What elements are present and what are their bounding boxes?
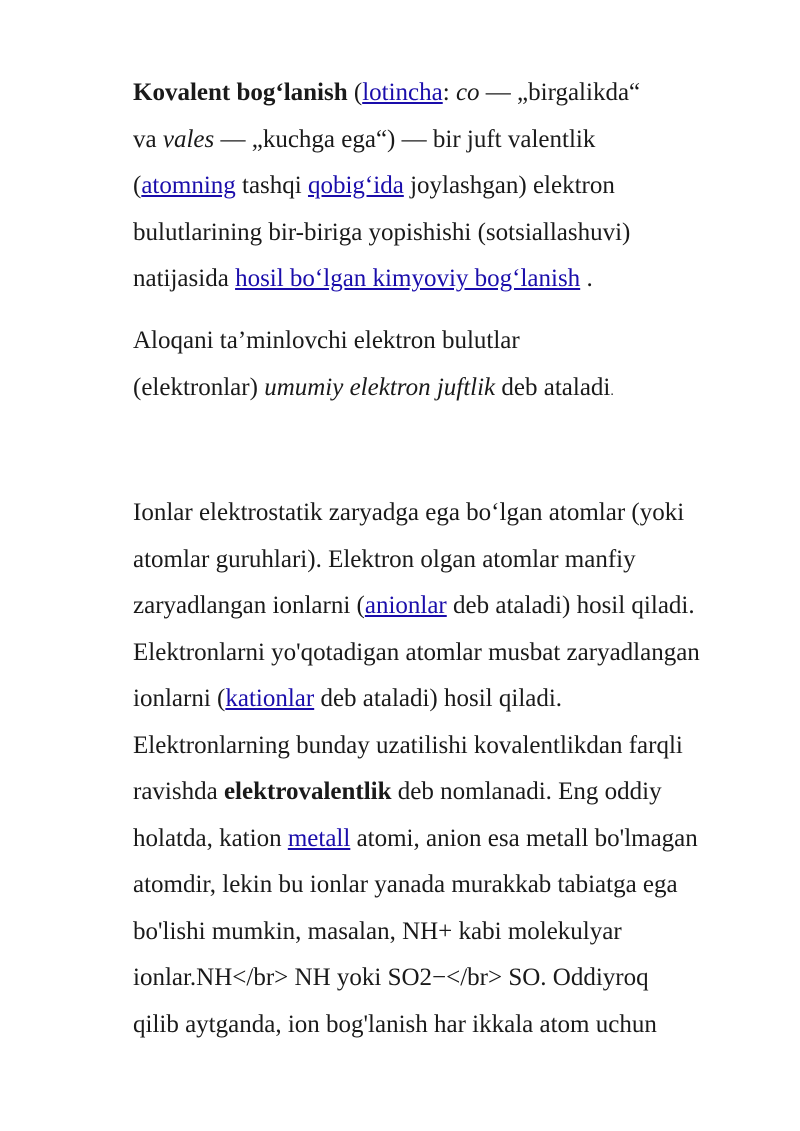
text: ravishda <box>133 778 224 805</box>
term-co: co <box>455 79 480 106</box>
text: — „birgalikda“ <box>479 79 641 106</box>
term-elektrovalentlik: elektrovalentlik <box>223 778 392 805</box>
text: bulutlarining bir-biriga yopishishi (sotsiallashuvi) <box>133 218 631 246</box>
text: deb ataladi <box>495 373 611 401</box>
text: deb ataladi) hosil qiladi. <box>446 592 695 619</box>
text: : <box>442 79 456 106</box>
text: Elektronlarning bunday uzatilishi kovalentlikdan farqli <box>133 731 683 759</box>
link-qobigida[interactable]: qobig‘ida <box>307 172 404 199</box>
link-atomning[interactable]: atomning <box>141 172 236 199</box>
link-anionlar[interactable]: anionlar <box>364 592 447 619</box>
term-kovalent: Kovalent bog‘lanish <box>133 79 348 106</box>
text: holatda, kation <box>133 824 288 852</box>
text: ( <box>133 172 142 199</box>
text: bo'lishi mumkin, masalan, NH+ kabi molekulyar <box>133 917 622 945</box>
link-metall[interactable]: metall <box>287 824 351 852</box>
text: atomlar guruhlari). Elektron olgan atomlar manfiy <box>133 545 636 573</box>
text: joylashgan) elektron <box>403 172 615 199</box>
text: (elektronlar) <box>133 373 265 401</box>
text: — „kuchga ega“) — bir juft valentlik <box>214 125 596 153</box>
text: Elektronlarni yo'qotadigan atomlar musbat zaryadlangan <box>133 638 700 666</box>
text: atomdir, lekin bu ionlar yanada murakkab tabiatga ega <box>133 871 678 898</box>
text: . <box>580 265 593 292</box>
text: . <box>610 383 614 399</box>
text: atomi, anion esa metall bo'lmagan <box>350 824 698 852</box>
term-umumiy-juftlik: umumiy elektron juftlik <box>264 373 496 401</box>
text: zaryadlangan ionlarni ( <box>133 592 365 619</box>
text: tashqi <box>235 172 308 199</box>
text: ionlar.NH</br> NH yoki SO2−</br> SO. Oddiyroq <box>133 964 649 991</box>
term-vales: vales <box>162 125 215 153</box>
text: ( <box>347 79 363 106</box>
text: ionlarni ( <box>133 685 226 712</box>
text: Aloqani ta’minlovchi elektron bulutlar <box>133 327 520 354</box>
text: Ionlar elektrostatik zaryadga ega bo‘lgan atomlar (yoki <box>133 499 685 526</box>
text: qilib aytganda, ion bog'lanish har ikkala atom uchun <box>133 1010 657 1038</box>
link-kimyoviy-boglanish[interactable]: hosil bo‘lgan kimyoviy bog‘lanish <box>235 265 581 292</box>
text: deb ataladi) hosil qiladi. <box>314 685 563 712</box>
paragraph-ions <box>133 490 753 1048</box>
link-kationlar[interactable]: kationlar <box>225 685 315 712</box>
text: deb nomlanadi. Eng oddiy <box>391 778 662 805</box>
paragraph-covalent-bond <box>133 70 753 303</box>
link-lotincha[interactable]: lotincha <box>362 79 443 106</box>
text: natijasida <box>133 265 236 292</box>
paragraph-electron-pair <box>133 318 753 415</box>
text: va <box>133 125 163 153</box>
